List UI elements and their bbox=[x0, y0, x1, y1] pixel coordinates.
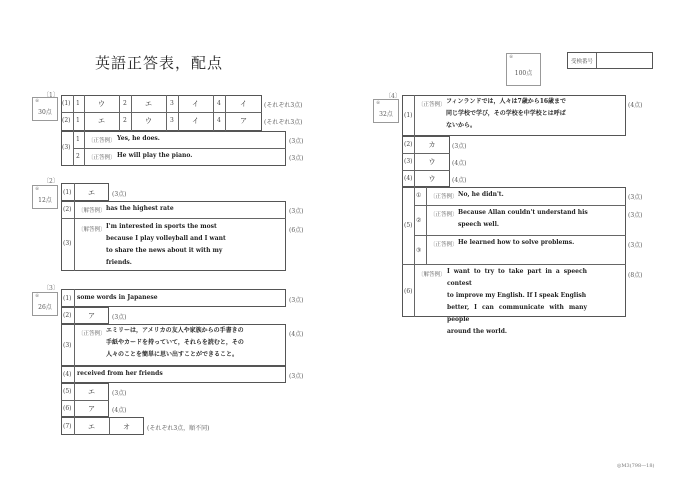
sec3-q5-num: (5) bbox=[63, 388, 72, 395]
sec2-q2-points: (3点) bbox=[289, 208, 304, 215]
item-num: 3 bbox=[170, 117, 174, 124]
sec3-q2-num: (2) bbox=[63, 312, 72, 319]
item-num: 2 bbox=[123, 117, 127, 124]
sec4-q2-points: (3点) bbox=[452, 143, 467, 150]
sec3-q1-points: (3点) bbox=[289, 297, 304, 304]
sec4-q6-num: (6) bbox=[404, 288, 413, 295]
sec4-q1-points: (4点) bbox=[628, 102, 643, 109]
sec4-q5-num: (5) bbox=[404, 222, 413, 229]
sec4-q3-num: (3) bbox=[404, 158, 413, 165]
sec3-q7-answer2: オ bbox=[123, 423, 130, 431]
star-mark: ※ bbox=[509, 54, 514, 60]
star-mark: ※ bbox=[376, 100, 381, 106]
sec3-score: 26点 bbox=[38, 304, 52, 311]
sec1-q1-num: (1) bbox=[62, 100, 71, 107]
answer-line: to share the news about it with my bbox=[106, 247, 223, 254]
sec4-q4-answer: ウ bbox=[428, 175, 436, 183]
answer-tag: 〔正答例〕 bbox=[430, 212, 458, 218]
sec4-q4-points: (4点) bbox=[452, 177, 467, 184]
answer-line: better, I can communicate with many people bbox=[447, 304, 587, 323]
answer-text: He will play the piano. bbox=[117, 152, 193, 159]
answer-line: Because Allan couldn't understand his bbox=[458, 209, 588, 216]
sec4-q4-num: (4) bbox=[404, 175, 413, 182]
points-note: (3点) bbox=[289, 155, 304, 162]
sec4-q3-points: (4点) bbox=[452, 160, 467, 167]
answer: イ bbox=[192, 100, 199, 108]
star-mark: ※ bbox=[35, 293, 40, 299]
answer-line: エミリーは，アメリカの友人や家族からの手書きの bbox=[106, 327, 244, 334]
sec3-q6-num: (6) bbox=[63, 405, 72, 412]
sec2-q2-tag: 〔解答例〕 bbox=[78, 208, 106, 214]
sec4-q1-tag: 〔正答例〕 bbox=[418, 102, 446, 108]
sec4-label: 〔4〕 bbox=[385, 93, 401, 100]
sec3-q4-text: received from her friends bbox=[77, 370, 163, 377]
sec3-q7-num: (7) bbox=[63, 423, 72, 430]
answer: イ bbox=[192, 117, 199, 125]
item-num: 1 bbox=[76, 100, 80, 107]
answer: ウ bbox=[145, 117, 152, 125]
item-num: 1 bbox=[76, 117, 80, 124]
sec3-q6-points: (4点) bbox=[112, 407, 127, 414]
sec2-q2-num: (2) bbox=[63, 206, 72, 213]
answer: エ bbox=[98, 117, 105, 125]
sec1-q3-num: (3) bbox=[62, 144, 71, 151]
sec2-q1-answer: エ bbox=[88, 189, 95, 197]
item-num: 2 bbox=[76, 153, 80, 160]
sec1-q2-num: (2) bbox=[62, 117, 71, 124]
sec3-q6-answer: ア bbox=[88, 405, 95, 413]
sec1-q1-points: (それぞれ3点) bbox=[264, 102, 303, 109]
answer-line: No, he didn't. bbox=[458, 191, 504, 198]
points-note: (3点) bbox=[628, 212, 643, 219]
sec3-q4-points: (3点) bbox=[289, 373, 304, 380]
sec2-q1-num: (1) bbox=[63, 189, 72, 196]
sec4-q1-num: (1) bbox=[404, 112, 413, 119]
exam-number-label: 受検番号 bbox=[571, 59, 594, 65]
sec4-q2-num: (2) bbox=[404, 141, 413, 148]
points-note: (3点) bbox=[628, 242, 643, 249]
answer-line: I want to try to take part in a speech contest bbox=[447, 268, 587, 287]
sec3-q2-points: (3点) bbox=[112, 314, 127, 321]
sec3-q3-num: (3) bbox=[63, 342, 72, 349]
sec2-label: 〔2〕 bbox=[43, 178, 59, 185]
star-mark: ※ bbox=[35, 98, 40, 104]
answer-line: 同じ学校で学び，その学校を中学校とは呼ば bbox=[446, 110, 566, 117]
sub-num: ③ bbox=[416, 247, 422, 254]
sec1-score: 30点 bbox=[38, 109, 52, 116]
sec3-q3-points: (4点) bbox=[289, 331, 304, 338]
answer-line: around the world. bbox=[447, 328, 507, 335]
sec1-q2-points: (それぞれ3点) bbox=[264, 119, 303, 126]
answer-tag: 〔正答例〕 bbox=[88, 138, 116, 144]
sec4-score-box bbox=[373, 99, 399, 123]
item-num: 4 bbox=[217, 117, 221, 124]
answer-line: 手紙やカードを持っていて，それらを読むと，その bbox=[106, 339, 244, 346]
answer-line: friends. bbox=[106, 259, 132, 266]
sub-num: ① bbox=[416, 192, 422, 199]
exam-number-field[interactable] bbox=[600, 57, 650, 65]
answer-text: Yes, he does. bbox=[117, 135, 160, 142]
sec3-q7-answer1: エ bbox=[88, 423, 95, 431]
sec2-q3-num: (3) bbox=[63, 240, 72, 247]
answer-line: to improve my English. If I speak English bbox=[447, 292, 587, 299]
answer-line: because I play volleyball and I want bbox=[106, 235, 226, 242]
sec3-q1-num: (1) bbox=[63, 295, 72, 302]
sec2-q2-text: has the highest rate bbox=[106, 205, 174, 212]
sec3-q3-tag: 〔正答例〕 bbox=[78, 331, 106, 337]
answer-tag: 〔正答例〕 bbox=[430, 242, 458, 248]
sec2-q1-points: (3点) bbox=[112, 191, 127, 198]
answer-line: フィンランドでは，人々は7歳から16歳まで bbox=[446, 98, 567, 105]
item-num: 1 bbox=[76, 136, 80, 143]
answer: イ bbox=[240, 100, 247, 108]
sec3-q7-points: (それぞれ3点，順不同) bbox=[147, 425, 210, 432]
sec2-score-box bbox=[32, 185, 58, 209]
answer-line: He learned how to solve problems. bbox=[458, 239, 575, 246]
star-mark: ※ bbox=[35, 186, 40, 192]
total-score-box bbox=[506, 53, 541, 86]
sec2-score: 12点 bbox=[38, 197, 52, 204]
answer-line: I'm interested in sports the most bbox=[106, 223, 217, 230]
item-num: 3 bbox=[170, 100, 174, 107]
answer-line: 人々のことを簡単に思い出すことができること。 bbox=[106, 351, 239, 358]
points-note: (3点) bbox=[289, 138, 304, 145]
page-title: 英語正答表，配点 bbox=[95, 54, 224, 72]
sec4-q6-tag: 〔解答例〕 bbox=[418, 272, 446, 278]
sec3-q2-answer: ア bbox=[88, 312, 95, 320]
item-num: 2 bbox=[123, 100, 127, 107]
sec4-score: 32点 bbox=[379, 111, 393, 118]
answer: エ bbox=[145, 100, 152, 108]
answer-tag: 〔正答例〕 bbox=[88, 155, 116, 161]
sec3-q4-num: (4) bbox=[63, 371, 72, 378]
sec2-q3-points: (6点) bbox=[289, 227, 304, 234]
answer-line: ないから。 bbox=[446, 122, 477, 129]
sec3-q1-text: some words in Japanese bbox=[77, 294, 158, 301]
sec4-q3-answer: ウ bbox=[428, 158, 436, 166]
sec4-q6-points: (8点) bbox=[628, 272, 643, 279]
answer-line: speech well. bbox=[458, 221, 499, 228]
sec3-label: 〔3〕 bbox=[43, 285, 59, 292]
sec3-score-box bbox=[32, 292, 58, 316]
total-score: 100点 bbox=[514, 70, 533, 77]
item-num: 4 bbox=[217, 100, 221, 107]
sec1-score-box bbox=[32, 97, 58, 121]
sec3-q5-answer: エ bbox=[88, 388, 95, 396]
exam-number-box bbox=[567, 52, 653, 69]
sec1-label: 〔1〕 bbox=[43, 92, 59, 99]
footer-code: ◎M3(798—18) bbox=[617, 463, 655, 469]
answer-tag: 〔正答例〕 bbox=[430, 194, 458, 200]
sub-num: ② bbox=[416, 217, 422, 224]
sec3-q5-points: (3点) bbox=[112, 390, 127, 397]
sec4-q2-answer: カ bbox=[428, 141, 436, 149]
sec2-q3-tag: 〔解答例〕 bbox=[78, 227, 106, 233]
points-note: (3点) bbox=[628, 194, 643, 201]
answer: ウ bbox=[98, 100, 105, 108]
answer: ア bbox=[240, 117, 247, 125]
